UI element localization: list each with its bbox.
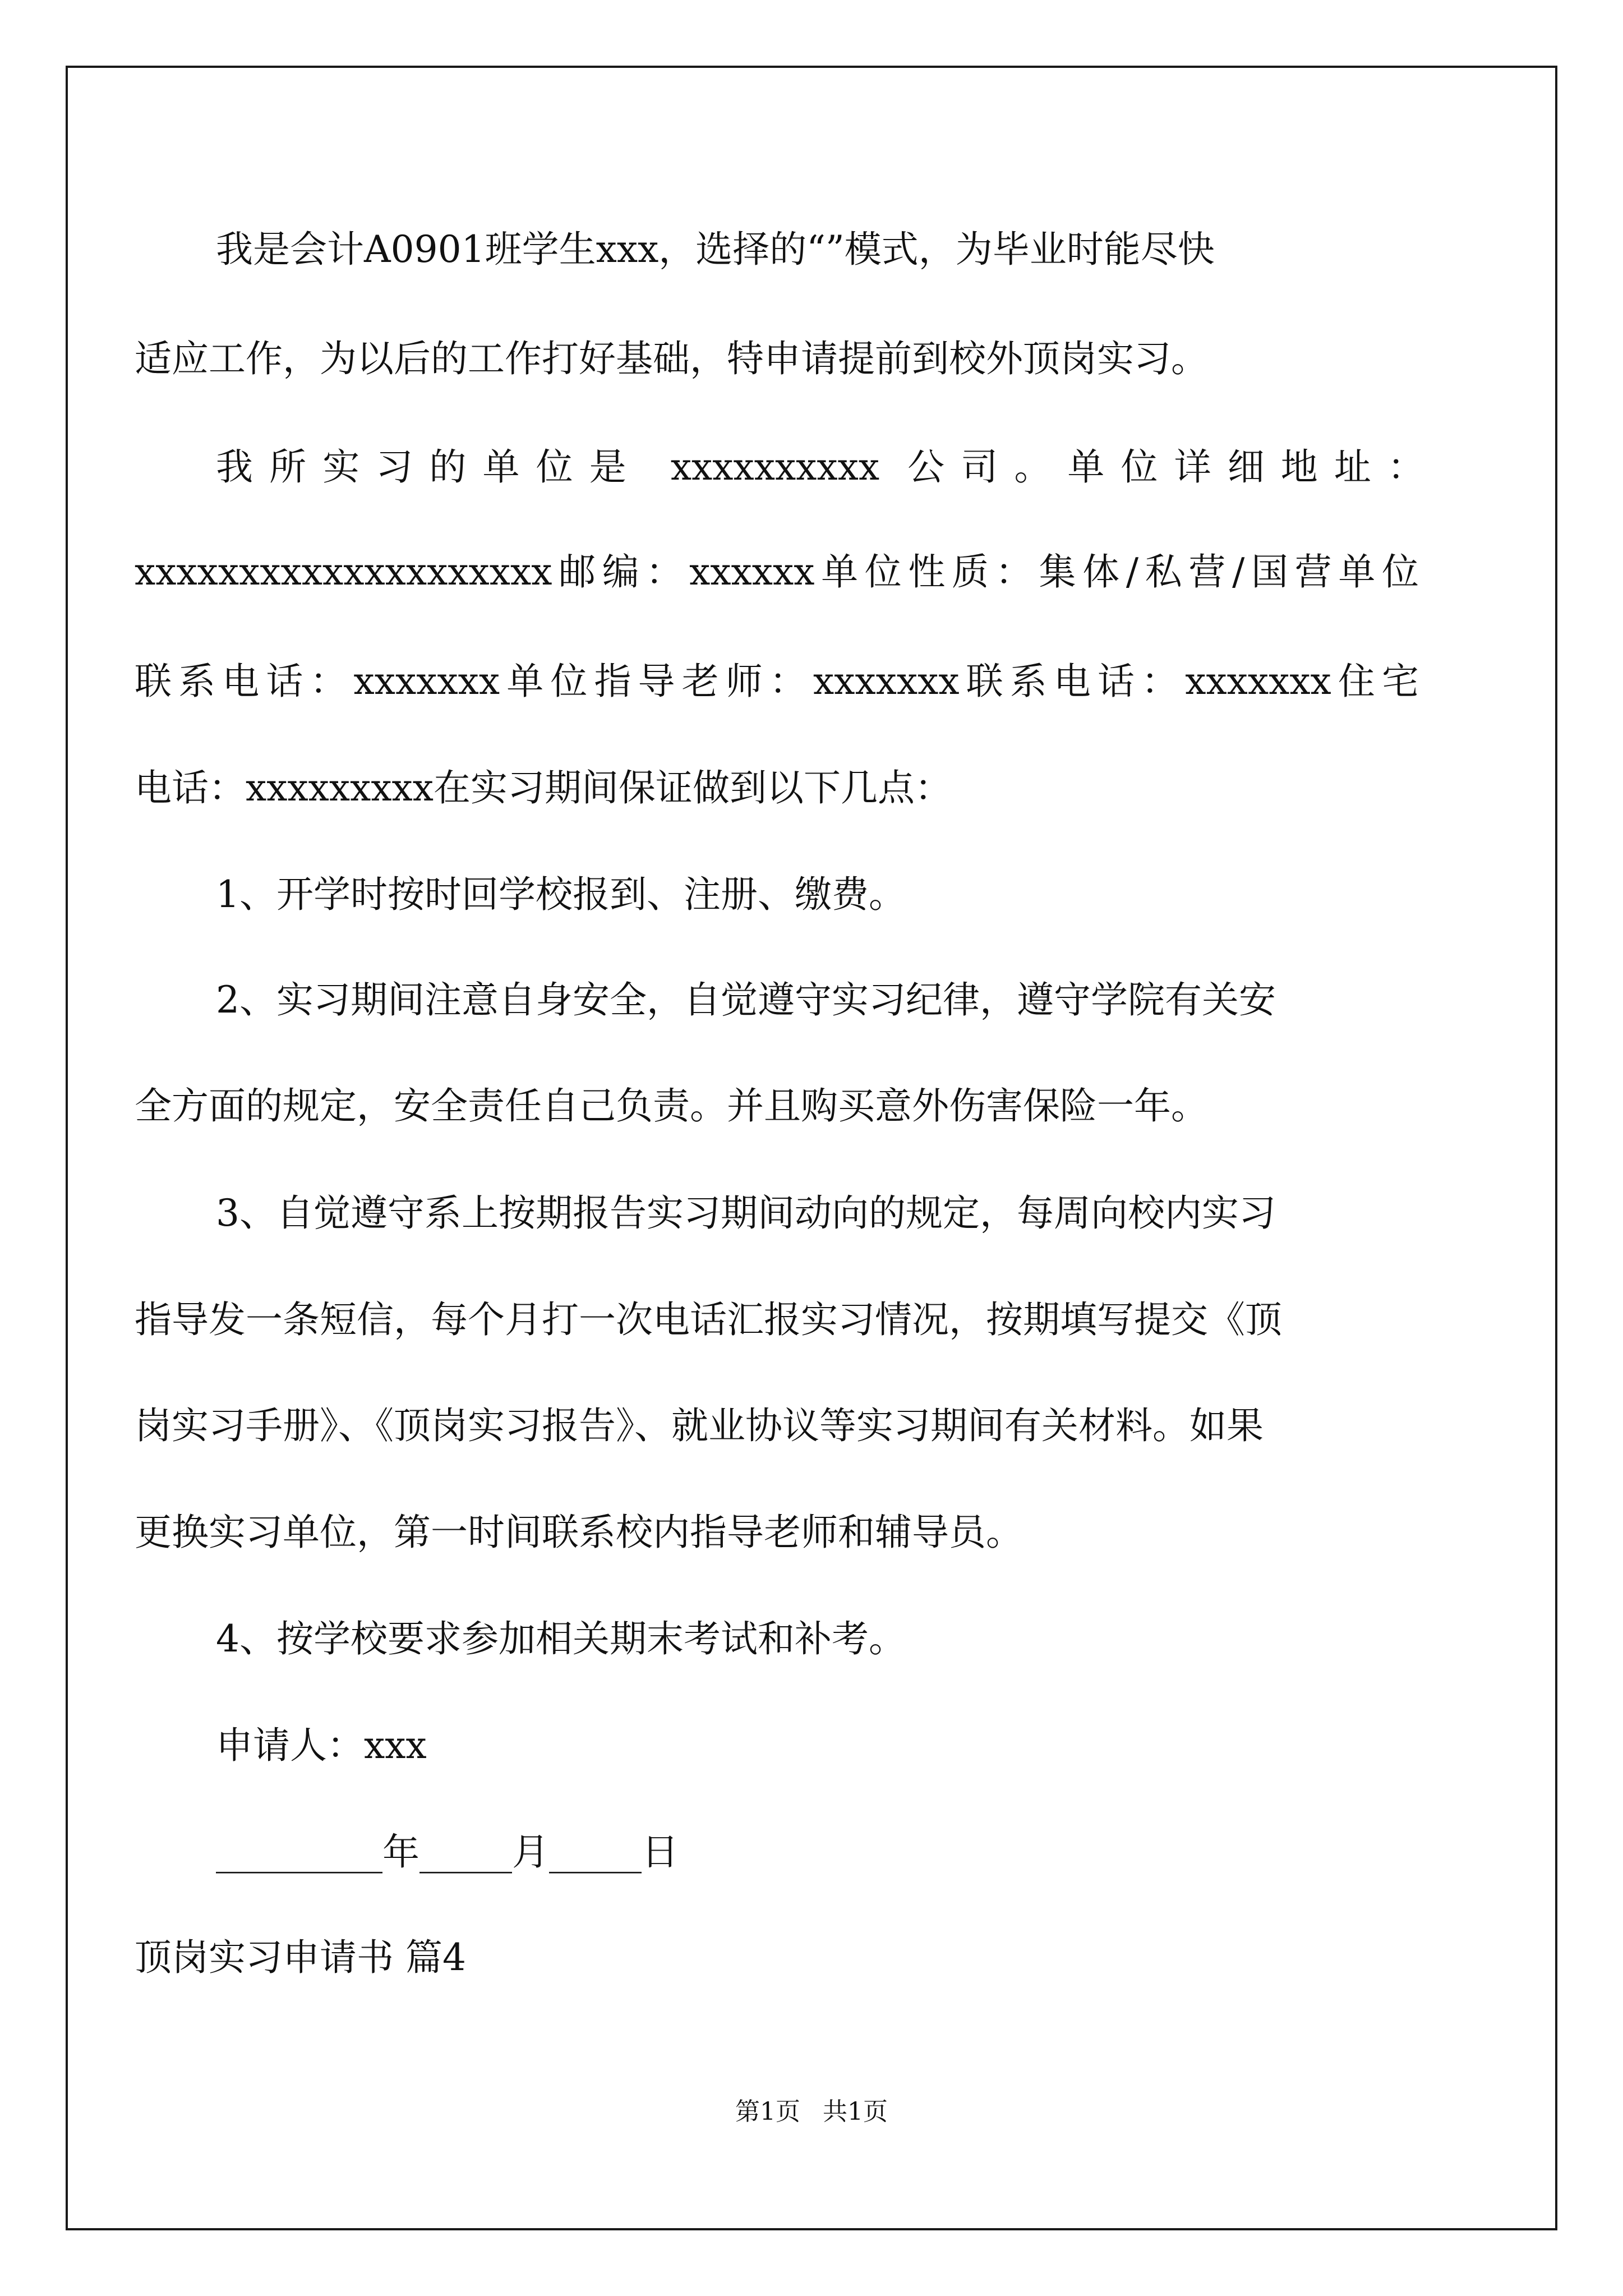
paragraph-2-line-3: 联系电话：xxxxxxx单位指导老师：xxxxxxx联系电话：xxxxxxx住宅 bbox=[135, 660, 1419, 703]
list-item-1: 1、开学时按时回学校报到、注册、缴费。 bbox=[216, 873, 906, 916]
page-border bbox=[66, 66, 1557, 2230]
signature-line: 申请人：xxx bbox=[216, 1724, 427, 1767]
paragraph-2-line-2: xxxxxxxxxxxxxxxxxxxx邮编：xxxxxx单位性质：集体/私营/国营单位 bbox=[135, 550, 1419, 593]
paragraph-1-line-2: 适应工作，为以后的工作打好基础，特申请提前到校外顶岗实习。 bbox=[135, 337, 1208, 380]
list-item-3-line-3: 岗实习手册》、《顶岗实习报告》、就业协议等实习期间有关材料。如果 bbox=[135, 1404, 1264, 1447]
page-number-total: 共1页 bbox=[823, 2097, 888, 2126]
date-line: _________年_____月_____日 bbox=[216, 1830, 679, 1874]
paragraph-2-line-1: 我所实习的单位是 xxxxxxxxxx 公司。单位详细地址： bbox=[216, 445, 1424, 489]
list-item-3-line-4: 更换实习单位，第一时间联系校内指导老师和辅导员。 bbox=[135, 1511, 1023, 1554]
paragraph-1-line-1: 我是会计A0901班学生xxx，选择的“”模式，为毕业时能尽快 bbox=[216, 228, 1215, 271]
list-item-3-line-1: 3、自觉遵守系上按期报告实习期间动向的规定，每周向校内实习 bbox=[216, 1191, 1276, 1235]
list-item-4: 4、按学校要求参加相关期末考试和补考。 bbox=[216, 1617, 906, 1660]
paragraph-2-line-4: 电话：xxxxxxxxx在实习期间保证做到以下几点： bbox=[135, 766, 952, 809]
page-number-current: 第1页 bbox=[735, 2097, 800, 2126]
page-footer bbox=[0, 2095, 1623, 2129]
section-heading: 顶岗实习申请书 篇4 bbox=[135, 1936, 466, 1979]
list-item-2-line-1: 2、实习期间注意自身安全，自觉遵守实习纪律，遵守学院有关安 bbox=[216, 978, 1276, 1022]
list-item-3-line-2: 指导发一条短信，每个月打一次电话汇报实习情况，按期填写提交《顶 bbox=[135, 1298, 1282, 1341]
list-item-2-line-2: 全方面的规定，安全责任自己负责。并且购买意外伤害保险一年。 bbox=[135, 1084, 1208, 1128]
